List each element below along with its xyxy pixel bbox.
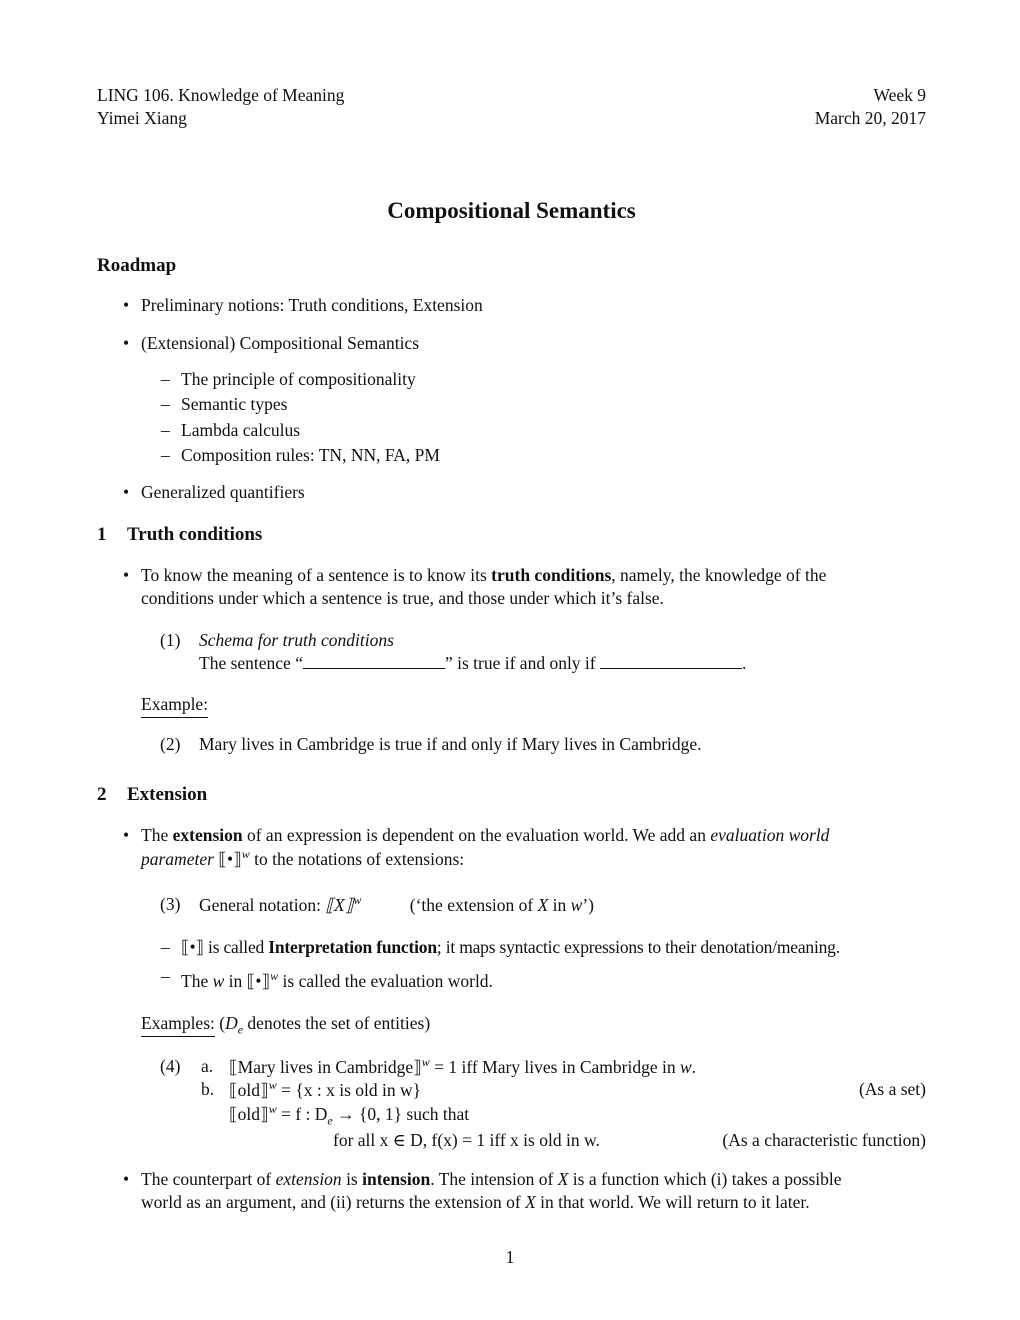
interpretation-symbol: ⟦•⟧	[181, 936, 204, 957]
text: = {x : x is old in w}	[276, 1079, 422, 1100]
text: in that world. We will return to it later.	[535, 1192, 810, 1213]
roadmap-item: • (Extensional) Compositional Semantics	[97, 332, 926, 355]
author-name: Yimei Xiang	[97, 108, 187, 128]
section-1-heading	[97, 523, 926, 547]
roadmap-item: • Generalized quantifiers	[97, 481, 926, 504]
text: denotes the set of entities)	[243, 1013, 431, 1034]
subitem	[97, 935, 926, 961]
text: ⟦old⟧	[229, 1103, 269, 1124]
underlined-label: Example:	[141, 693, 208, 718]
example-4b	[199, 1078, 926, 1102]
week-label: Week 9	[873, 85, 926, 105]
text: = 1 iff Mary lives in Cambridge in	[429, 1056, 680, 1077]
text: in	[548, 894, 571, 915]
intension-bullet	[97, 1168, 926, 1214]
section-number: 2	[97, 783, 107, 805]
math: X	[525, 1192, 536, 1213]
example-title: Schema for truth conditions	[199, 629, 394, 650]
example-text: Mary lives in Cambridge is true if and only if Mary lives in Cambridge.	[199, 734, 702, 754]
text: The	[141, 824, 173, 845]
text: ” is true if and only if	[444, 652, 600, 673]
text: The sentence “	[199, 652, 303, 673]
section-2-heading	[97, 783, 926, 807]
italic-term: parameter	[141, 848, 214, 869]
item-label: b.	[201, 1079, 215, 1100]
bold-term: Interpretation function	[268, 936, 437, 957]
blank-line	[303, 654, 445, 669]
underlined-label: Examples:	[141, 1012, 215, 1037]
roadmap-heading: Roadmap	[97, 255, 177, 276]
header-row-2	[97, 107, 926, 130]
page-title: Compositional Semantics	[387, 198, 636, 223]
example-4	[97, 1055, 926, 1152]
annotation: (As a set)	[858, 1079, 926, 1100]
text: is called	[203, 936, 269, 957]
date-label: March 20, 2017	[814, 108, 926, 128]
example-4a	[199, 1055, 926, 1079]
header-row-1	[97, 84, 926, 107]
text: = f : D	[276, 1103, 328, 1124]
italic-term: extension	[275, 1169, 342, 1190]
example-1	[97, 629, 926, 675]
text: (	[214, 1013, 226, 1034]
text: of an expression is dependent on the evaluation world. We add an	[242, 824, 711, 845]
text: . The intension of	[430, 1169, 558, 1190]
example-2	[97, 733, 926, 756]
page-number: 1	[505, 1247, 515, 1267]
subscript: e	[237, 1022, 244, 1037]
text: (‘the extension of	[409, 894, 538, 915]
roadmap-subitem: – Composition rules: TN, NN, FA, PM	[97, 443, 926, 469]
text: is called the evaluation world.	[278, 970, 493, 991]
interpretation-symbol: ⟦•⟧	[218, 848, 242, 869]
examples-label	[97, 1012, 430, 1038]
example-number: (3)	[160, 894, 181, 915]
example-label	[97, 693, 208, 718]
math: w	[570, 894, 583, 915]
text: in	[224, 970, 247, 991]
section-title: Truth conditions	[127, 524, 263, 546]
text: The	[181, 970, 213, 991]
roadmap-item: • Preliminary notions: Truth conditions, Extension	[97, 294, 926, 317]
extension-sublist	[97, 935, 926, 995]
superscript: w	[268, 1101, 277, 1116]
italic-term: evaluation world	[710, 824, 830, 845]
item-label: a.	[201, 1055, 214, 1076]
text: ⟦old⟧	[229, 1079, 269, 1100]
roadmap-subitem: – Lambda calculus	[97, 418, 926, 444]
text: is a function which (i) takes a possible	[568, 1169, 842, 1190]
roadmap-subitem: – Semantic types	[97, 392, 926, 418]
superscript: w	[268, 1078, 277, 1093]
math: w	[679, 1056, 692, 1077]
annotation: (As a characteristic function)	[722, 1129, 926, 1150]
course-title: LING 106. Knowledge of Meaning	[97, 85, 345, 105]
superscript: w	[353, 893, 362, 908]
text: ⟦Mary lives in Cambridge⟧	[229, 1056, 422, 1077]
text: .	[691, 1056, 697, 1077]
superscript: w	[421, 1054, 430, 1069]
example-number: (4)	[160, 1055, 181, 1076]
extension-bullet	[97, 824, 926, 870]
math: ⟦X⟧	[325, 894, 354, 915]
math: w	[212, 970, 225, 991]
math: X	[557, 1169, 569, 1190]
text: The counterpart of	[141, 1169, 276, 1190]
text: for all x ∈ D, f(x) = 1 iff x is old in w.	[333, 1129, 600, 1150]
example-4b-condition	[199, 1129, 926, 1152]
text: → {0, 1} such that	[332, 1103, 470, 1124]
roadmap-sublist	[97, 367, 926, 469]
text: is	[341, 1169, 363, 1190]
bold-term: truth conditions	[491, 565, 612, 586]
text: , namely, the knowledge of the	[611, 565, 827, 586]
text: ; it maps syntactic expressions to their denotation/meaning.	[436, 936, 840, 957]
text: to the notations of extensions:	[249, 848, 465, 869]
text: conditions under which a sentence is true, and those under which it’s false.	[141, 588, 664, 608]
bold-term: intension	[362, 1169, 431, 1190]
text: world as an argument, and (ii) returns the extension of	[141, 1192, 526, 1213]
interpretation-symbol: ⟦•⟧	[246, 970, 271, 991]
example-number: (2)	[160, 734, 181, 754]
text: General notation:	[199, 894, 326, 915]
text: ’)	[582, 894, 595, 915]
example-number: (1)	[160, 629, 181, 650]
section-number: 1	[97, 524, 107, 546]
math: X	[537, 894, 549, 915]
text: .	[742, 652, 747, 673]
section-title: Extension	[127, 783, 208, 805]
roadmap-subitem: – The principle of compositionality	[97, 367, 926, 393]
subscript: e	[327, 1113, 333, 1128]
superscript: w	[241, 846, 250, 861]
document-page	[97, 84, 926, 1214]
text: To know the meaning of a sentence is to know its	[141, 565, 492, 586]
blank-line	[600, 654, 742, 669]
superscript: w	[270, 969, 279, 984]
math: D	[225, 1013, 238, 1034]
bold-term: extension	[172, 824, 243, 845]
truth-conditions-bullet	[97, 564, 926, 610]
example-4b-function	[199, 1102, 926, 1129]
example-3	[97, 893, 926, 917]
subitem	[97, 964, 926, 994]
